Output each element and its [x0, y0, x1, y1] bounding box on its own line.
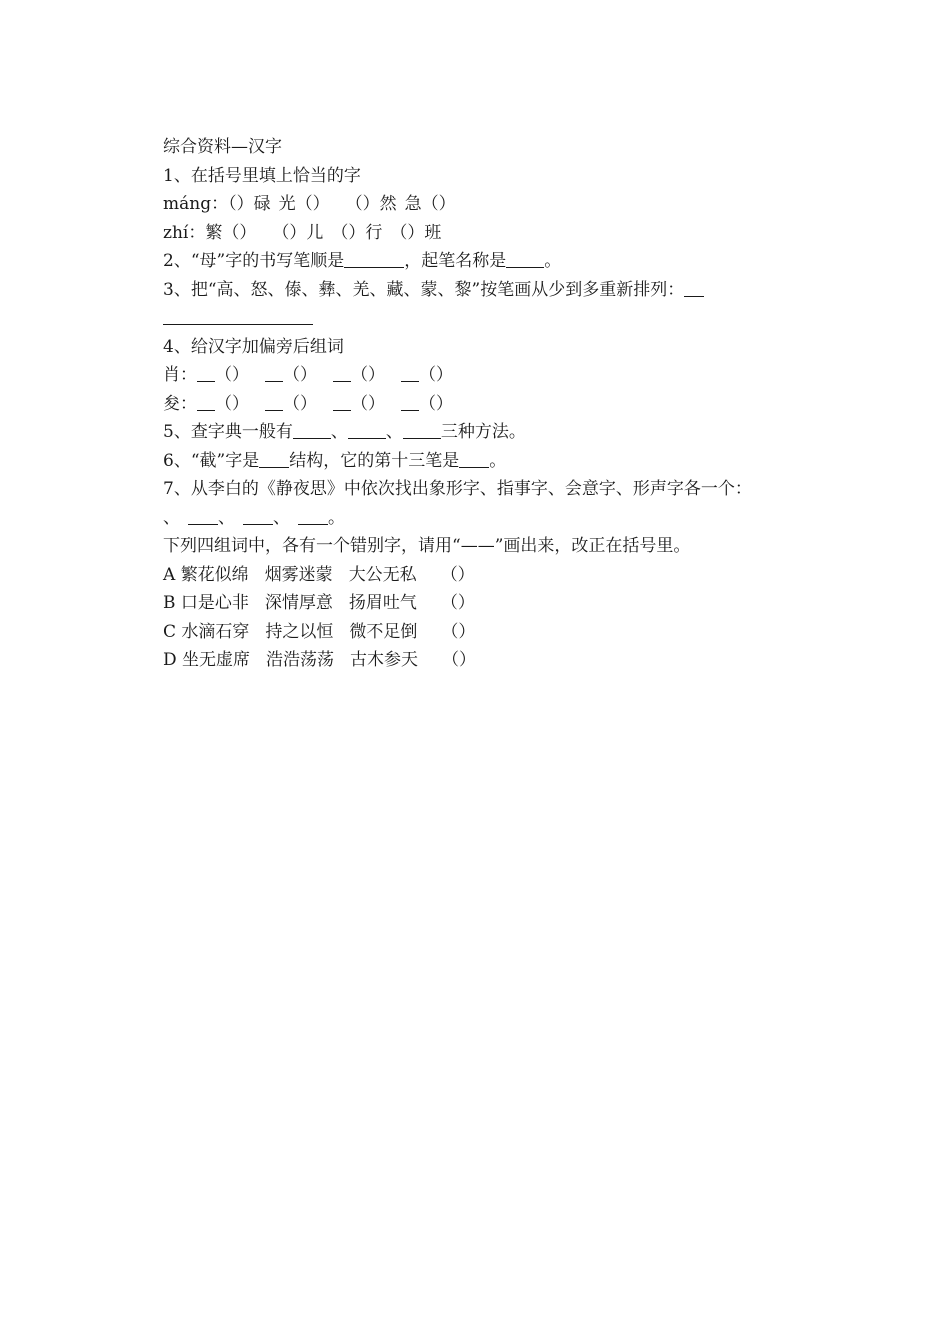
- answer-blank[interactable]: [348, 420, 386, 439]
- question-7-answer-line: [163, 504, 803, 533]
- option-letter: A: [163, 564, 176, 585]
- answer-paren[interactable]: （）: [442, 650, 477, 670]
- question-7: 7、从李白的《静夜思》中依次找出象形字、指事字、会意字、形声字各一个：: [163, 479, 752, 499]
- list-item: [163, 589, 803, 618]
- question-6: [163, 447, 803, 476]
- answer-paren[interactable]: （）: [440, 564, 475, 585]
- list-item: [163, 561, 803, 590]
- separator: 、: [385, 422, 403, 442]
- question-3: [163, 276, 803, 305]
- paren: （）: [351, 393, 385, 414]
- word: 扬眉吐气: [348, 593, 417, 613]
- word: 微不足倒: [349, 621, 418, 642]
- word: 坐无虚席: [182, 650, 251, 670]
- answer-blank[interactable]: [197, 392, 215, 411]
- word: 浩浩荡荡: [266, 650, 335, 670]
- answer-blank[interactable]: [403, 420, 441, 439]
- paren: （）: [351, 365, 385, 385]
- question-6-text: 6、“截”字是: [163, 450, 260, 471]
- pinyin-label: máng：: [163, 194, 229, 214]
- question-6-text: 。: [489, 450, 507, 471]
- answer-blank[interactable]: [163, 306, 313, 325]
- paren: （）: [419, 393, 453, 414]
- question-4-row-qun: [163, 390, 803, 419]
- answer-blank[interactable]: [197, 363, 215, 382]
- separator: 、: [273, 507, 290, 528]
- answer-blank[interactable]: [298, 506, 328, 525]
- item-d: （）班: [390, 222, 442, 243]
- document-page: [163, 133, 803, 675]
- question-3-answer-line: [163, 304, 803, 333]
- pinyin-label: zhí：: [163, 222, 206, 243]
- question-5-text: 5、查字典一般有: [163, 422, 293, 442]
- question-2-text: 。: [544, 251, 562, 271]
- option-letter: C: [163, 621, 177, 642]
- question-6-text: 结构，它的第十三笔是: [289, 450, 460, 471]
- word: 深情厚意: [264, 593, 333, 613]
- word: 大公无私: [348, 564, 417, 585]
- item-d: 急（）: [404, 194, 456, 214]
- word: 古木参天: [350, 650, 419, 670]
- radical-char: 肖：: [163, 365, 197, 385]
- item-a: 繁（）: [205, 222, 257, 243]
- document-title: 综合资料—汉字: [163, 137, 282, 157]
- word: 口是心非: [180, 593, 249, 613]
- answer-blank[interactable]: [243, 506, 273, 525]
- answer-blank[interactable]: [333, 392, 351, 411]
- answer-blank[interactable]: [344, 249, 404, 268]
- paren: （）: [215, 365, 249, 385]
- separator: 、: [218, 507, 235, 528]
- answer-blank[interactable]: [459, 449, 489, 468]
- paren: （）: [419, 365, 453, 385]
- radical-char: 夋：: [163, 393, 197, 414]
- question-4-label: 4、给汉字加偏旁后组词: [163, 336, 344, 357]
- answer-blank[interactable]: [265, 392, 283, 411]
- option-letter: B: [163, 593, 176, 613]
- word: 水滴石穿: [181, 621, 250, 642]
- separator: 、: [330, 422, 348, 442]
- item-c: （）行: [331, 222, 383, 243]
- item-a: （）碌: [228, 194, 271, 214]
- word: 持之以恒: [265, 621, 334, 642]
- list-item: [163, 618, 803, 647]
- item-c: （）然: [345, 194, 397, 214]
- question-2-text: ，起笔名称是: [404, 251, 507, 271]
- word: 烟雾迷蒙: [264, 564, 333, 585]
- paren: （）: [215, 393, 249, 414]
- separator: 、: [163, 507, 180, 528]
- question-5-text: 三种方法。: [440, 422, 526, 442]
- answer-blank[interactable]: [265, 363, 283, 382]
- answer-paren[interactable]: （）: [440, 593, 475, 613]
- answer-blank[interactable]: [293, 420, 331, 439]
- question-4-row-xiao: [163, 361, 803, 390]
- paren: （）: [283, 393, 317, 414]
- item-b: 光（）: [278, 194, 330, 214]
- list-item: [163, 646, 803, 675]
- answer-blank[interactable]: [333, 363, 351, 382]
- answer-blank[interactable]: [684, 278, 704, 297]
- answer-blank[interactable]: [259, 449, 289, 468]
- answer-blank[interactable]: [188, 506, 218, 525]
- item-b: （）儿: [272, 222, 324, 243]
- answer-blank[interactable]: [401, 392, 419, 411]
- answer-blank[interactable]: [401, 363, 419, 382]
- question-1-row-mang: [163, 190, 803, 219]
- answer-blank[interactable]: [506, 249, 544, 268]
- question-2: [163, 247, 803, 276]
- option-letter: D: [163, 650, 177, 670]
- paren: （）: [283, 365, 317, 385]
- question-2-text: 2、“母”字的书写笔顺是: [163, 251, 345, 271]
- question-1-row-zhi: [163, 219, 803, 248]
- question-5: [163, 418, 803, 447]
- question-1-label: 1、在括号里填上恰当的字: [163, 165, 361, 186]
- word: 繁花似绵: [180, 564, 249, 585]
- question-3-text: 3、把“高、怒、傣、彝、羌、藏、蒙、黎”按笔画从少到多重新排列：: [163, 279, 685, 300]
- separator: 。: [328, 507, 345, 528]
- answer-paren[interactable]: （）: [441, 621, 476, 642]
- question-8-label: 下列四组词中，各有一个错别字，请用“——”画出来，改正在括号里。: [163, 536, 691, 556]
